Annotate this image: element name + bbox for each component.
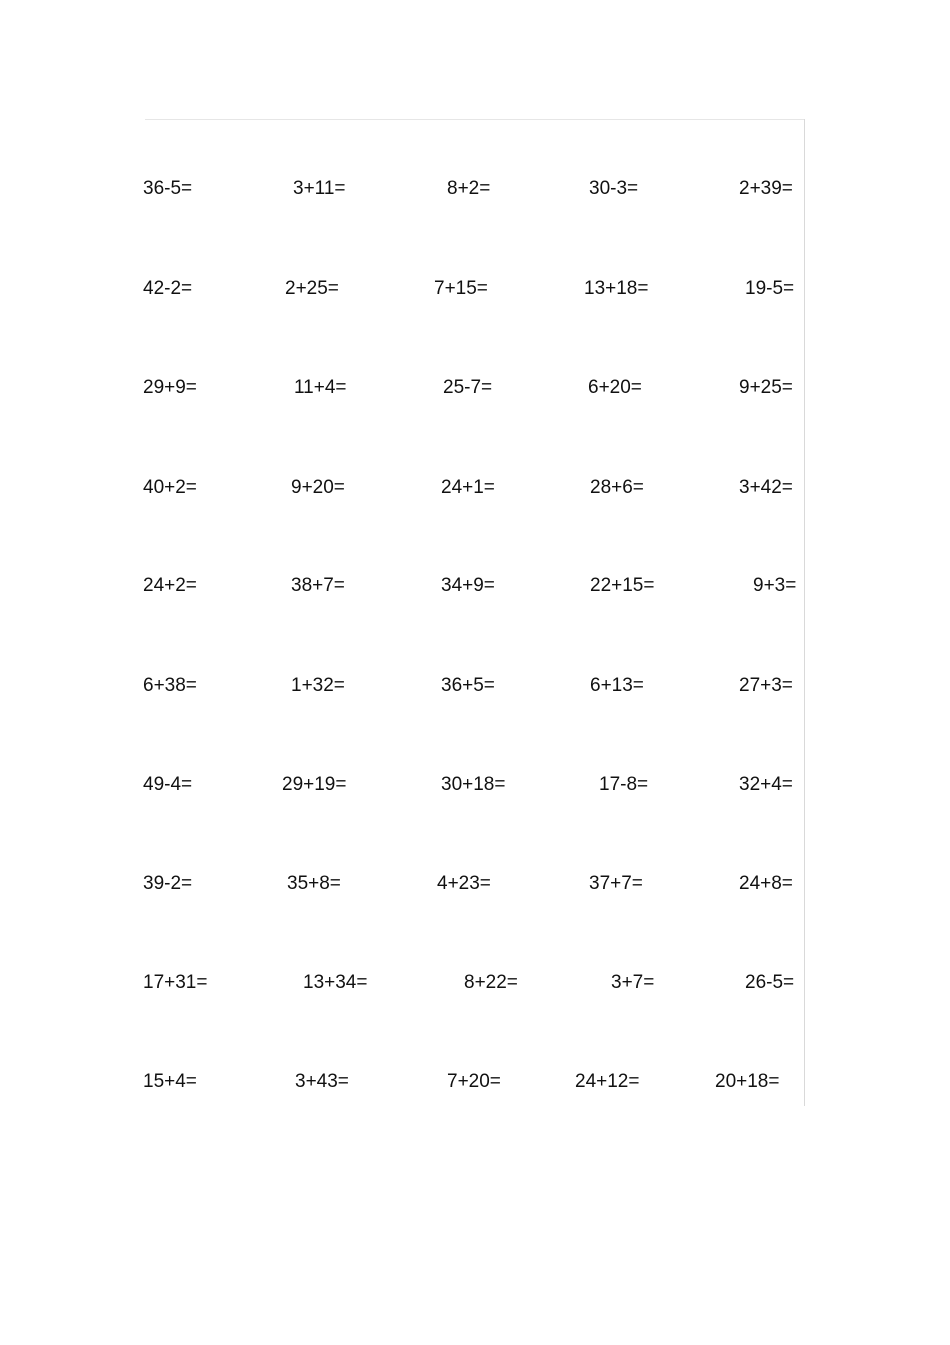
problem-r3-c2: 11+4= (294, 377, 347, 398)
problem-r10-c2: 3+43= (295, 1071, 349, 1092)
problem-r8-c4: 37+7= (589, 873, 643, 894)
problem-r4-c2: 9+20= (291, 477, 345, 498)
right-border-line (804, 119, 805, 1106)
problem-r1-c3: 8+2= (447, 178, 491, 199)
problem-r6-c3: 36+5= (441, 675, 495, 696)
problem-r8-c1: 39-2= (143, 873, 193, 894)
problem-r4-c1: 40+2= (143, 477, 197, 498)
problem-r4-c5: 3+42= (739, 477, 793, 498)
problem-r10-c1: 15+4= (143, 1071, 197, 1092)
problem-r7-c1: 49-4= (143, 774, 193, 795)
problem-r5-c1: 24+2= (143, 575, 197, 596)
problem-r10-c5: 20+18= (715, 1071, 780, 1092)
problem-r5-c4: 22+15= (590, 575, 655, 596)
problem-r8-c3: 4+23= (437, 873, 491, 894)
problem-r1-c5: 2+39= (739, 178, 793, 199)
problem-r10-c4: 24+12= (575, 1071, 640, 1092)
problem-r4-c3: 24+1= (441, 477, 495, 498)
problem-r7-c4: 17-8= (599, 774, 649, 795)
problem-r2-c2: 2+25= (285, 278, 339, 299)
problem-r5-c2: 38+7= (291, 575, 345, 596)
problem-r8-c2: 35+8= (287, 873, 341, 894)
problem-r2-c1: 42-2= (143, 278, 193, 299)
problem-r2-c3: 7+15= (434, 278, 488, 299)
problem-r10-c3: 7+20= (447, 1071, 501, 1092)
problem-r5-c5: 9+3= (753, 575, 797, 596)
problem-r6-c2: 1+32= (291, 675, 345, 696)
problem-r5-c3: 34+9= (441, 575, 495, 596)
problem-r9-c3: 8+22= (464, 972, 518, 993)
problem-r1-c4: 30-3= (589, 178, 639, 199)
problem-r9-c1: 17+31= (143, 972, 208, 993)
problem-r3-c5: 9+25= (739, 377, 793, 398)
problem-r7-c2: 29+19= (282, 774, 347, 795)
problem-r3-c1: 29+9= (143, 377, 197, 398)
problem-r9-c2: 13+34= (303, 972, 368, 993)
top-border-line (145, 119, 805, 120)
problem-r7-c3: 30+18= (441, 774, 506, 795)
problem-r1-c1: 36-5= (143, 178, 193, 199)
problem-r1-c2: 3+11= (293, 178, 346, 199)
problem-r6-c1: 6+38= (143, 675, 197, 696)
problem-r3-c3: 25-7= (443, 377, 493, 398)
problem-r9-c5: 26-5= (745, 972, 795, 993)
problem-r6-c4: 6+13= (590, 675, 644, 696)
problem-r6-c5: 27+3= (739, 675, 793, 696)
problem-r2-c5: 19-5= (745, 278, 795, 299)
worksheet (145, 119, 805, 1106)
problem-r8-c5: 24+8= (739, 873, 793, 894)
problem-r4-c4: 28+6= (590, 477, 644, 498)
problem-r7-c5: 32+4= (739, 774, 793, 795)
problem-r2-c4: 13+18= (584, 278, 649, 299)
problem-r3-c4: 6+20= (588, 377, 642, 398)
problem-r9-c4: 3+7= (611, 972, 655, 993)
